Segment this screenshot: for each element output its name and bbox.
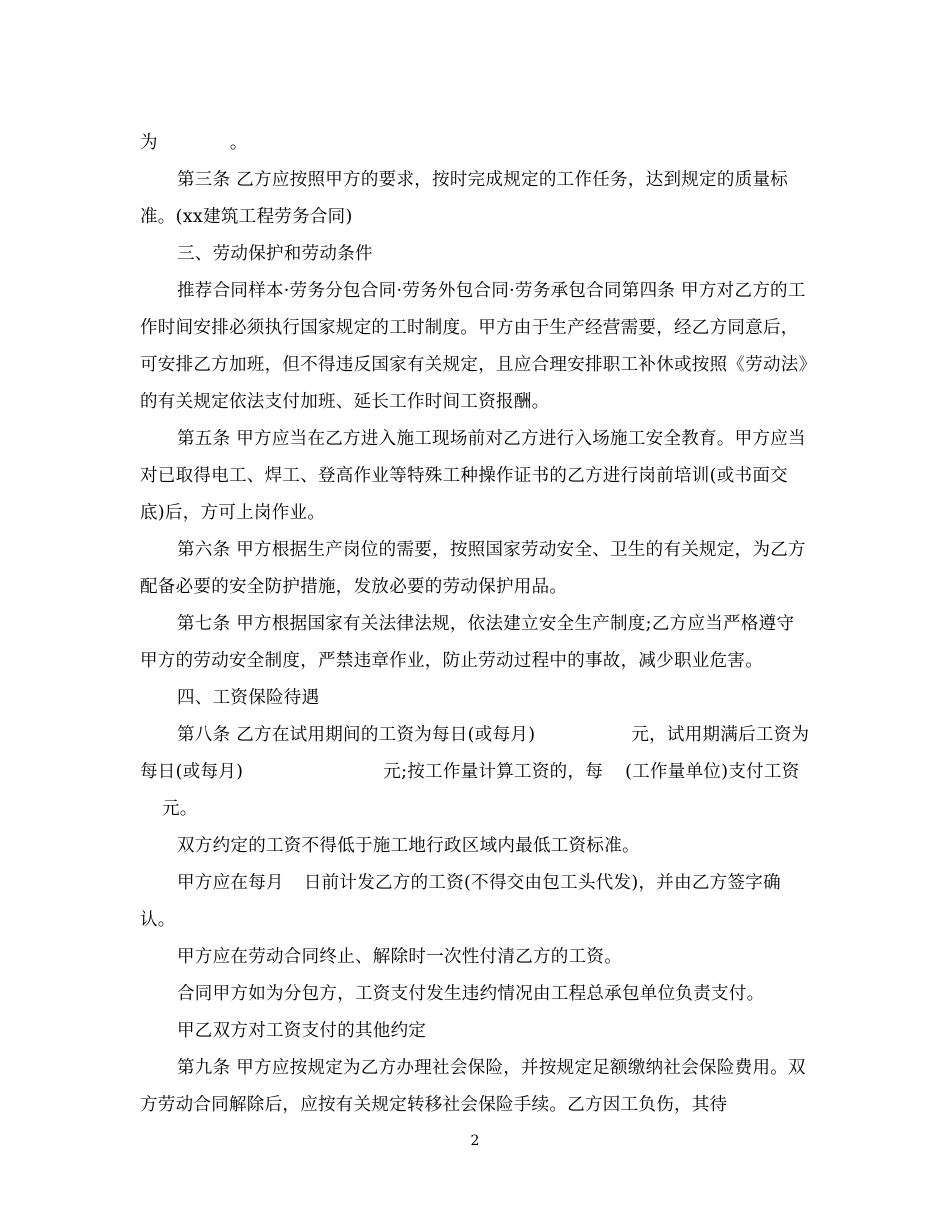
section-heading-3: 三、劳动保护和劳动条件 (177, 244, 373, 264)
paragraph-text: 甲方应在每月 (177, 873, 284, 893)
section-heading-4: 四、工资保险待遇 (177, 688, 320, 708)
paragraph-text: 为 (140, 133, 158, 153)
page-number: 2 (470, 1133, 480, 1149)
paragraph-text: 日前计发乙方的工资(不得交由包工头代发)，并由乙方签字确认。 (140, 873, 781, 930)
other-agreement-clause: 甲乙双方对工资支付的其他约定 (177, 1021, 427, 1041)
document-body (140, 125, 812, 1124)
article-9: 第九条 甲方应按规定为乙方办理社会保险，并按规定足额缴纳社会保险费用。双方劳动合同解除后，应按有关规定转移社会保险手续。乙方因工负伤，其待 (140, 1058, 806, 1115)
paragraph-text: (工作量单位)支付工资 (625, 762, 800, 782)
article-6: 第六条 甲方根据生产岗位的需要，按照国家劳动安全、卫生的有关规定，为乙方配备必要的安全防护措施，发放必要的劳动保护用品。 (140, 540, 806, 597)
wage-settlement-clause: 甲方应在劳动合同终止、解除时一次性付清乙方的工资。 (177, 947, 622, 967)
article-8 (140, 717, 812, 828)
wage-standard-clause: 双方约定的工资不得低于施工地行政区域内最低工资标准。 (177, 836, 640, 856)
article-7: 第七条 甲方根据国家有关法律法规，依法建立安全生产制度;乙方应当严格遵守甲方的劳动安全制度，严禁违章作业，防止劳动过程中的事故，减少职业危害。 (140, 614, 795, 671)
paragraph-text: 元;按工作量计算工资的，每 (383, 762, 604, 782)
article-5: 第五条 甲方应当在乙方进入施工现场前对乙方进行入场施工安全教育。甲方应当对已取得电工、焊工、登高作业等特殊工种操作证书的乙方进行岗前培训(或书面交底)后，方可上岗作业。 (140, 429, 806, 523)
subcontractor-clause: 合同甲方如为分包方，工资支付发生违约情况由工程总承包单位负责支付。 (177, 984, 765, 1004)
paragraph-text: 。 (229, 133, 248, 153)
paragraph-text: 第八条 乙方在试用期间的工资为每日(或每月) (177, 725, 536, 745)
paragraph-text: 元，试用期满后工资为每日(或每月) (140, 725, 810, 782)
wage-payment-clause (140, 865, 812, 939)
article-3: 第三条 乙方应按照甲方的要求，按时完成规定的工作任务，达到规定的质量标准。(xx建筑工程劳务合同) (140, 170, 789, 227)
article-4: 推荐合同样本·劳务分包合同·劳务外包合同·劳务承包合同第四条 甲方对乙方的工作时间安排必须执行国家规定的工时制度。甲方由于生产经营需要，经乙方同意后，可安排乙方加班，但不得违反国家有关规定，且应合理安排职工补休或按照《劳动法》的有关规定依法支付加班、延长工作时间工资报酬。 (140, 281, 808, 412)
paragraph-text: 元。 (162, 799, 198, 819)
paragraph-continuation (140, 125, 812, 162)
